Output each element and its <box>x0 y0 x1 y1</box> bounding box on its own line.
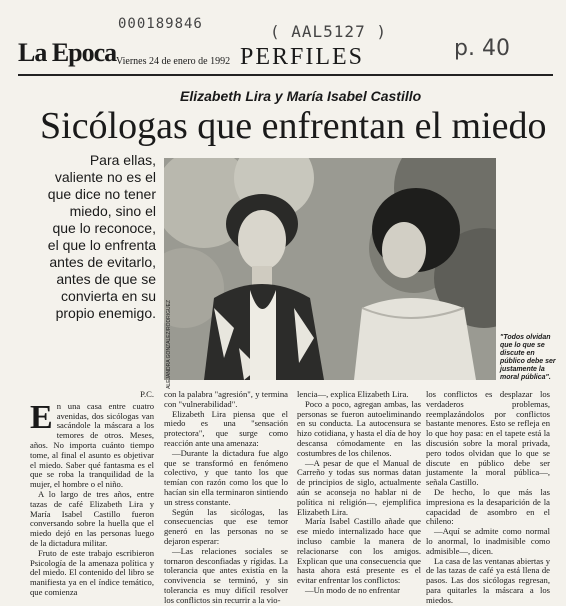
paragraph: Elizabeth Lira piensa que el miedo es una "sensación protectora", que surge como reacción ante una amenaza: <box>164 408 288 448</box>
paragraph: La casa de las ventanas abiertas y de las tazas de café ya está llena de pasos. Las dos sicólogas regresan, para quitarles la máscara a los miedos. <box>426 555 550 605</box>
newspaper-masthead: La Epoca <box>18 38 117 67</box>
paragraph: A lo largo de tres años, entre tazas de café Elizabeth Lira y María Isabel Castillo fueron conversando sobre la huella que el miedo dejó en las personas luego de la dictadura militar. <box>30 488 154 548</box>
photo-credit: ALEJANDRA GONZALEZ/RODRIGUEZ <box>166 300 172 389</box>
photo-caption: "Todos olvidan que lo que se discute en público debe ser justamente la moral pública". <box>500 334 556 381</box>
article-headline: Sicólogas que enfrentan el miedo <box>40 105 547 147</box>
paragraph: Poco a poco, agregan ambas, las personas se fueron autoeliminando en su conducta. La autocensura se hizo cotidiana, y hasta el día de hoy descansa cómodamente en las costumbres de los chilenos. <box>297 398 421 458</box>
handwritten-archive-code: ( AAL5127 ) <box>270 22 387 41</box>
publication-date: Viernes 24 de enero de 1992 <box>116 56 231 67</box>
paragraph: —Aquí se admite como normal lo anormal, lo inadmisible como admisible—, dicen. <box>426 526 550 556</box>
article-photo <box>164 158 496 380</box>
paragraph: —Las relaciones sociales se tornaron desconfiadas y rígidas. La tolerancia que antes existía en la convivencia se terminó, y sin tolerancia es muy difícil resolver los conflictos sin recurrir a la vio- <box>164 545 288 605</box>
article-column-2 <box>164 390 288 606</box>
photo-two-women <box>164 158 496 380</box>
author-initials: P.C. <box>140 389 154 399</box>
handwritten-catalog-number: 000189846 <box>118 16 203 32</box>
header-rule <box>18 74 553 76</box>
pull-quote: Para ellas, valiente no es el que dice no tener miedo, sino el que lo reconoce, el que lo enfrenta antes de evitarlo, antes de que se convierta en su propio enemigo. <box>47 152 156 321</box>
paragraph: Según las sicólogas, las consecuencias que ese temor generó en las personas no se dejaron esperar: <box>164 506 288 546</box>
paragraph: Fruto de este trabajo escribieron Psicología de la amenaza política y del miedo. El contenido del libro se manifiesta ya en el índice temático, que comienza <box>30 547 154 597</box>
article-column-4 <box>426 390 550 606</box>
paragraph: lencia—, explica Elizabeth Lira. <box>297 389 409 399</box>
article-byline: Elizabeth Lira y María Isabel Castillo <box>180 88 422 104</box>
paragraph: los conflictos es desplazar los verdaderos problemas, reemplazándolos por conflictos bastante menores. Esto se refleja en lo que hoy pasa: en el tapete está la discusión sobre la moral privada, pero todos olvidan que lo que se discute en público debe ser justamente la moral pública—, señala Castillo. <box>426 389 550 488</box>
paragraph: n una casa entre cuatro avenidas, dos sicólogas van sacándole la máscara a los temores de otros. Meses, años. No importa cuánto tiempo tome, al final el asunto es objetivar el miedo. Saber qué fantasma es el que se roba la tranquilidad de la mujer, el hombre o el niño. <box>30 400 154 490</box>
section-title: PERFILES <box>240 44 365 70</box>
article-column-3 <box>297 390 421 596</box>
handwritten-page-number: p. 40 <box>454 36 510 61</box>
paragraph: —Un modo de no enfrentar <box>305 584 400 595</box>
paragraph: —Durante la dictadura fue algo que se transformó en fenómeno colectivo, y que tanto los que temían con razón como los que lo hacían sin ella terminaron sintiendo un stress constante. <box>164 447 288 507</box>
paragraph: con la palabra "agresión", y termina con "vulnerabilidad". <box>164 389 288 409</box>
paragraph: —A pesar de que el Manual de Carreño y todas sus normas datan de principios de siglo, actualmente aún se aconseja no hablar ni de política ni religión—, ejemplifica Elizabeth Lira. <box>297 457 421 517</box>
drop-cap: E <box>30 398 53 436</box>
paragraph: María Isabel Castillo añade que ese miedo internalizado hace que incluso cambie la manera de relacionarse con los amigos. Explican que una consecuencia que hasta ahora está presente es el evitar enfrentar los conflictos: <box>297 516 421 586</box>
article-column-1 <box>30 390 154 598</box>
paragraph: De hecho, lo que más las impresiona es la desaparición de la capacidad de asombro en el chileno: <box>426 486 550 527</box>
